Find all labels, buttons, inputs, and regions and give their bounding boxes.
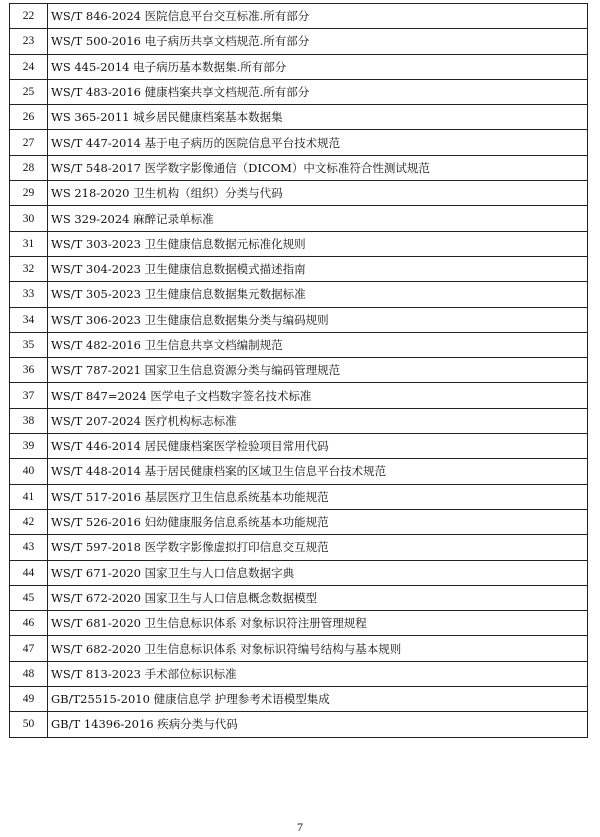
row-number: 28 — [10, 155, 48, 180]
standard-title: WS 329-2024 麻醉记录单标准 — [51, 211, 214, 226]
row-number: 46 — [10, 611, 48, 636]
row-number: 42 — [10, 509, 48, 534]
table-row — [10, 4, 588, 29]
standard-title: WS 218-2020 卫生机构（组织）分类与代码 — [51, 186, 283, 201]
row-number: 40 — [10, 459, 48, 484]
table-row — [10, 358, 588, 383]
row-number: 43 — [10, 535, 48, 560]
standard-title: WS/T 448-2014 基于居民健康档案的区域卫生信息平台技术规范 — [51, 464, 387, 479]
standard-title: WS/T 306-2023 卫生健康信息数据集分类与编码规则 — [51, 312, 329, 327]
standard-title-cell — [48, 155, 588, 180]
table-row — [10, 181, 588, 206]
standard-title-cell — [48, 181, 588, 206]
standard-title: WS/T 305-2023 卫生健康信息数据集元数据标准 — [51, 287, 306, 302]
standard-title-cell — [48, 712, 588, 737]
standard-title: WS/T 500-2016 电子病历共享文档规范.所有部分 — [51, 34, 310, 49]
standard-title-cell — [48, 636, 588, 661]
standard-title: WS/T 813-2023 手术部位标识标准 — [51, 666, 237, 681]
table-row — [10, 206, 588, 231]
standard-title: WS/T 846-2024 医院信息平台交互标准.所有部分 — [51, 9, 310, 24]
table-row — [10, 29, 588, 54]
row-number: 39 — [10, 434, 48, 459]
table-row — [10, 712, 588, 737]
table-row — [10, 383, 588, 408]
table-row — [10, 282, 588, 307]
standard-title: GB/T 14396-2016 疾病分类与代码 — [51, 717, 238, 732]
row-number: 29 — [10, 181, 48, 206]
row-number: 25 — [10, 79, 48, 104]
table-row — [10, 687, 588, 712]
table-row — [10, 636, 588, 661]
table-row — [10, 79, 588, 104]
row-number: 27 — [10, 130, 48, 155]
table-row — [10, 155, 588, 180]
row-number: 49 — [10, 687, 48, 712]
standard-title-cell — [48, 560, 588, 585]
standard-title: WS/T 787-2021 国家卫生信息资源分类与编码管理规范 — [51, 363, 341, 378]
row-number: 31 — [10, 231, 48, 256]
standard-title-cell — [48, 105, 588, 130]
standard-title: WS/T 517-2016 基层医疗卫生信息系统基本功能规范 — [51, 489, 329, 504]
page-number: 7 — [297, 820, 303, 834]
standard-title: WS/T 303-2023 卫生健康信息数据元标准化规则 — [51, 236, 306, 251]
standard-title-cell — [48, 535, 588, 560]
standards-table-body — [10, 4, 588, 738]
standard-title: WS/T 597-2018 医学数字影像虚拟打印信息交互规范 — [51, 540, 329, 555]
standard-title-cell — [48, 383, 588, 408]
row-number: 33 — [10, 282, 48, 307]
row-number: 47 — [10, 636, 48, 661]
standard-title-cell — [48, 307, 588, 332]
row-number: 45 — [10, 585, 48, 610]
standard-title: WS/T 526-2016 妇幼健康服务信息系统基本功能规范 — [51, 515, 329, 530]
row-number: 36 — [10, 358, 48, 383]
standard-title: WS/T 671-2020 国家卫生与人口信息数据字典 — [51, 565, 295, 580]
table-row — [10, 130, 588, 155]
table-row — [10, 585, 588, 610]
row-number: 30 — [10, 206, 48, 231]
table-row — [10, 408, 588, 433]
standard-title: GB/T25515-2010 健康信息学 护理参考术语模型集成 — [51, 692, 330, 707]
row-number: 22 — [10, 4, 48, 29]
standard-title-cell — [48, 459, 588, 484]
standard-title: WS/T 304-2023 卫生健康信息数据模式描述指南 — [51, 262, 306, 277]
row-number: 34 — [10, 307, 48, 332]
table-row — [10, 256, 588, 281]
row-number: 44 — [10, 560, 48, 585]
standard-title-cell — [48, 687, 588, 712]
table-row — [10, 611, 588, 636]
standard-title-cell — [48, 29, 588, 54]
standard-title-cell — [48, 585, 588, 610]
standard-title: WS/T 447-2014 基于电子病历的医院信息平台技术规范 — [51, 135, 341, 150]
standard-title-cell — [48, 282, 588, 307]
table-row — [10, 661, 588, 686]
standard-title-cell — [48, 611, 588, 636]
table-row — [10, 54, 588, 79]
table-row — [10, 560, 588, 585]
standards-table — [9, 3, 588, 738]
table-row — [10, 434, 588, 459]
standard-title: WS 445-2014 电子病历基本数据集.所有部分 — [51, 59, 287, 74]
standard-title: WS/T 446-2014 居民健康档案医学检验项目常用代码 — [51, 439, 329, 454]
row-number: 50 — [10, 712, 48, 737]
row-number: 41 — [10, 484, 48, 509]
table-row — [10, 459, 588, 484]
standard-title: WS/T 482-2016 卫生信息共享文档编制规范 — [51, 338, 283, 352]
table-row — [10, 535, 588, 560]
standard-title-cell — [48, 661, 588, 686]
standard-title-cell — [48, 206, 588, 231]
table-row — [10, 307, 588, 332]
standard-title-cell — [48, 256, 588, 281]
standard-title: WS/T 207-2024 医疗机构标志标准 — [51, 413, 237, 428]
row-number: 23 — [10, 29, 48, 54]
standard-title-cell — [48, 434, 588, 459]
row-number: 37 — [10, 383, 48, 408]
standard-title-cell — [48, 79, 588, 104]
table-row — [10, 484, 588, 509]
table-row — [10, 231, 588, 256]
standard-title: WS 365-2011 城乡居民健康档案基本数据集 — [51, 110, 283, 125]
standard-title-cell — [48, 509, 588, 534]
standard-title-cell — [48, 231, 588, 256]
row-number: 32 — [10, 256, 48, 281]
standard-title-cell — [48, 332, 588, 357]
row-number: 38 — [10, 408, 48, 433]
row-number: 26 — [10, 105, 48, 130]
standard-title: WS/T 548-2017 医学数字影像通信（DICOM）中文标准符合性测试规范 — [51, 160, 430, 175]
standard-title-cell — [48, 4, 588, 29]
row-number: 48 — [10, 661, 48, 686]
standard-title-cell — [48, 54, 588, 79]
standard-title: WS/T 682-2020 卫生信息标识体系 对象标识符编号结构与基本规则 — [51, 641, 402, 656]
standard-title-cell — [48, 484, 588, 509]
standard-title-cell — [48, 408, 588, 433]
standard-title: WS/T 672-2020 国家卫生与人口信息概念数据模型 — [51, 590, 318, 605]
table-row — [10, 509, 588, 534]
standard-title: WS/T 483-2016 健康档案共享文档规范.所有部分 — [51, 85, 310, 100]
row-number: 35 — [10, 332, 48, 357]
table-row — [10, 332, 588, 357]
standard-title-cell — [48, 130, 588, 155]
row-number: 24 — [10, 54, 48, 79]
standard-title: WS/T 847=2024 医学电子文档数字签名技术标准 — [51, 388, 312, 403]
standard-title-cell — [48, 358, 588, 383]
standard-title: WS/T 681-2020 卫生信息标识体系 对象标识符注册管理规程 — [51, 616, 367, 631]
table-row — [10, 105, 588, 130]
